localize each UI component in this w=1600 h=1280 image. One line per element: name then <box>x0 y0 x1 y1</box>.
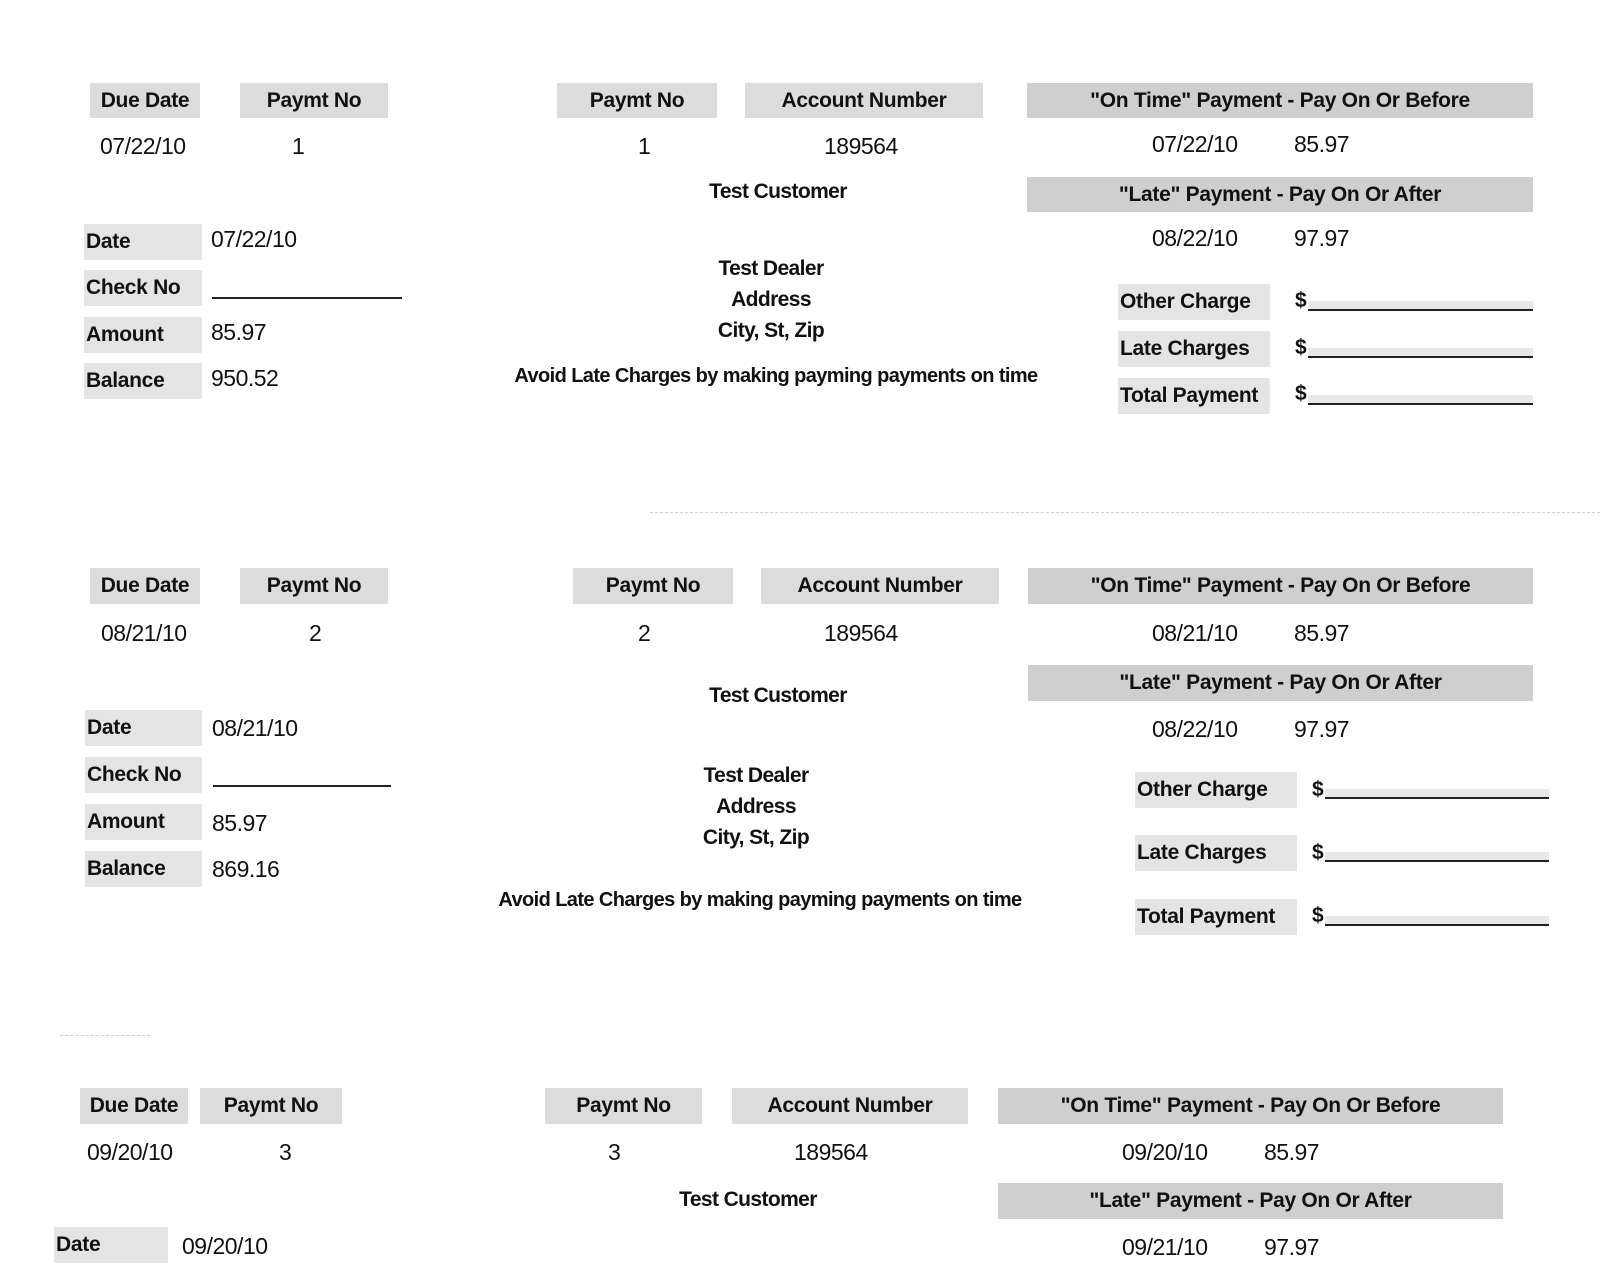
on-time-payment-header-text: "On Time" Payment - Pay On Or Before <box>1090 88 1470 112</box>
account-number-header-text: Account Number <box>767 1094 933 1117</box>
paymt-no-header <box>240 83 388 118</box>
customer-name: Test Customer <box>709 684 847 707</box>
paymt-no-header <box>240 568 388 604</box>
total-payment-label: Total Payment <box>1135 899 1297 935</box>
on-time-payment-header-text: "On Time" Payment - Pay On Or Before <box>1090 574 1471 597</box>
paymt-no-value: 3 <box>279 1139 292 1165</box>
on-time-payment-header <box>1027 83 1533 118</box>
on-time-date: 09/20/10 <box>1122 1139 1208 1165</box>
due-date-header <box>80 1088 188 1124</box>
late-payment-header <box>998 1183 1503 1219</box>
late-date: 09/21/10 <box>1122 1234 1208 1260</box>
late-charges-field[interactable] <box>1325 852 1549 862</box>
tear-line-1 <box>650 512 1600 513</box>
tear-line-2 <box>60 1035 150 1036</box>
amount-label: Amount <box>84 317 202 353</box>
late-charges-dollar: $ <box>1312 841 1324 864</box>
check-no-label: Check No <box>85 757 202 793</box>
amount-value: 85.97 <box>211 319 267 345</box>
account-number-header <box>732 1088 968 1124</box>
paymt-no-value: 2 <box>309 620 322 646</box>
center-paymt-no-value: 1 <box>638 133 651 159</box>
date-value: 09/20/10 <box>182 1233 268 1259</box>
paymt-no-value: 1 <box>292 133 305 159</box>
center-paymt-no-header <box>545 1088 702 1124</box>
balance-value: 869.16 <box>212 856 280 882</box>
customer-name: Test Customer <box>709 180 847 203</box>
other-charge-dollar: $ <box>1295 289 1307 312</box>
amount-label: Amount <box>85 804 202 840</box>
on-time-date: 08/21/10 <box>1152 620 1238 646</box>
total-payment-label: Total Payment <box>1118 378 1270 414</box>
center-paymt-no-value: 3 <box>608 1139 621 1165</box>
account-number-header-text: Account Number <box>797 574 963 597</box>
late-charges-field[interactable] <box>1308 348 1533 358</box>
other-charge-field[interactable] <box>1325 789 1549 799</box>
total-payment-field[interactable] <box>1308 395 1533 405</box>
late-payment-header-text: "Late" Payment - Pay On Or After <box>1118 182 1442 206</box>
paymt-no-header-text: Paymt No <box>266 88 362 112</box>
account-number-value: 189564 <box>794 1139 868 1165</box>
paymt-no-header-text: Paymt No <box>223 1094 319 1117</box>
due-date-value: 07/22/10 <box>100 133 186 159</box>
date-label: Date <box>84 224 202 260</box>
due-date-header <box>90 83 200 118</box>
dealer-name: Test Dealer <box>703 764 809 787</box>
on-time-amount: 85.97 <box>1294 131 1350 157</box>
dealer-address: Address <box>716 795 796 818</box>
account-number-header <box>761 568 999 604</box>
other-charge-label: Other Charge <box>1135 772 1297 808</box>
due-date-header-text: Due Date <box>100 88 190 112</box>
center-paymt-no-header <box>573 568 733 604</box>
date-label: Date <box>54 1227 168 1263</box>
check-no-label: Check No <box>84 270 202 306</box>
account-number-value: 189564 <box>824 133 898 159</box>
on-time-date: 07/22/10 <box>1152 131 1238 157</box>
late-amount: 97.97 <box>1294 225 1350 251</box>
due-date-header-text: Due Date <box>100 574 190 597</box>
account-number-header-text: Account Number <box>781 88 947 112</box>
total-payment-field[interactable] <box>1325 916 1549 926</box>
center-paymt-no-header-text: Paymt No <box>605 574 701 597</box>
total-payment-dollar: $ <box>1295 382 1307 405</box>
on-time-amount: 85.97 <box>1294 620 1350 646</box>
other-charge-dollar: $ <box>1312 778 1324 801</box>
late-payment-header-text: "Late" Payment - Pay On Or After <box>1119 671 1442 694</box>
paymt-no-header <box>200 1088 342 1124</box>
dealer-name: Test Dealer <box>718 257 824 280</box>
total-payment-dollar: $ <box>1312 904 1324 927</box>
check-no-field[interactable] <box>212 297 402 299</box>
late-charge-notice: Avoid Late Charges by making payming payments on time <box>514 365 1038 387</box>
late-payment-header <box>1028 665 1533 701</box>
due-date-value: 08/21/10 <box>101 620 187 646</box>
account-number-header <box>745 83 983 118</box>
late-charges-label: Late Charges <box>1135 835 1297 871</box>
balance-value: 950.52 <box>211 365 279 391</box>
check-no-field[interactable] <box>213 785 391 787</box>
late-charge-notice: Avoid Late Charges by making payming payments on time <box>498 889 1022 911</box>
balance-label: Balance <box>84 363 202 399</box>
due-date-header <box>90 568 200 604</box>
other-charge-field[interactable] <box>1308 301 1533 311</box>
center-paymt-no-header <box>557 83 717 118</box>
paymt-no-header-text: Paymt No <box>266 574 362 597</box>
due-date-value: 09/20/10 <box>87 1139 173 1165</box>
late-charges-label: Late Charges <box>1118 331 1270 367</box>
on-time-amount: 85.97 <box>1264 1139 1320 1165</box>
late-amount: 97.97 <box>1294 716 1350 742</box>
due-date-header-text: Due Date <box>89 1094 179 1117</box>
dealer-city: City, St, Zip <box>702 826 810 849</box>
date-value: 07/22/10 <box>211 226 297 252</box>
amount-value: 85.97 <box>212 810 268 836</box>
customer-name: Test Customer <box>679 1188 817 1211</box>
account-number-value: 189564 <box>824 620 898 646</box>
on-time-payment-header <box>1028 568 1533 604</box>
center-paymt-no-value: 2 <box>638 620 651 646</box>
on-time-payment-header-text: "On Time" Payment - Pay On Or Before <box>1060 1094 1441 1117</box>
center-paymt-no-header-text: Paymt No <box>589 88 685 112</box>
dealer-city: City, St, Zip <box>717 319 825 342</box>
date-value: 08/21/10 <box>212 715 298 741</box>
late-amount: 97.97 <box>1264 1234 1320 1260</box>
late-payment-header-text: "Late" Payment - Pay On Or After <box>1089 1189 1412 1212</box>
late-payment-header <box>1027 177 1533 212</box>
late-date: 08/22/10 <box>1152 225 1238 251</box>
other-charge-label: Other Charge <box>1118 284 1270 320</box>
late-charges-dollar: $ <box>1295 336 1307 359</box>
center-paymt-no-header-text: Paymt No <box>576 1094 671 1117</box>
late-date: 08/22/10 <box>1152 716 1238 742</box>
date-label: Date <box>85 710 202 746</box>
balance-label: Balance <box>85 851 202 887</box>
on-time-payment-header <box>998 1088 1503 1124</box>
dealer-address: Address <box>731 288 811 311</box>
